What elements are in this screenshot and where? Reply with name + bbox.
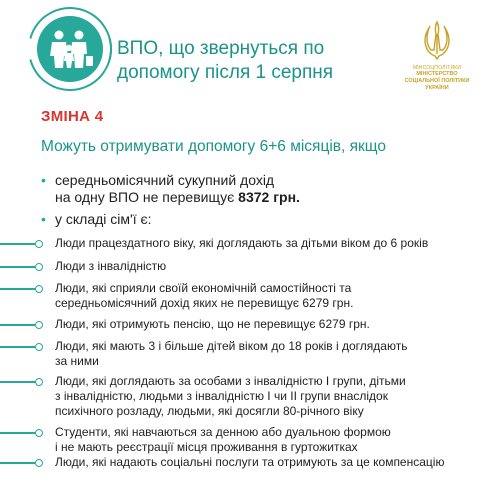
circle-marker-icon — [35, 378, 43, 386]
ministry-line-2: СОЦІАЛЬНОЇ ПОЛІТИКИ — [404, 78, 470, 84]
bullet-dot-icon: • — [41, 211, 46, 227]
bullet-family-text: у складі сім'ї є: — [55, 211, 152, 227]
connector-line — [0, 288, 35, 290]
emblem-caption: МІНСОЦПОЛІТИКИ — [412, 65, 462, 71]
title-line-1: ВПО, що звернуться по — [117, 38, 325, 59]
connector-line — [0, 324, 35, 326]
bullet-income-line-1: середньомісячний сукупний дохід — [55, 172, 275, 188]
list-item-text: Люди, які сприяли своїй економічній самостійності та — [55, 281, 352, 295]
ministry-line-1: МІНІСТЕРСТВО — [416, 71, 458, 77]
connector-line — [0, 462, 35, 464]
list-item-text: Люди, які надають соціальні послуги та отримують за це компенсацію — [55, 455, 445, 469]
circle-marker-icon — [35, 285, 43, 293]
trident-emblem-icon — [421, 20, 453, 60]
list-item-text: Студенти, які навчаються за денною або дуальною формою — [55, 425, 391, 439]
list-item-text: середньомісячний дохід яких не перевищує 6279 грн. — [55, 296, 354, 310]
connector-line — [0, 381, 35, 383]
connector-line — [0, 243, 35, 245]
list-item-text: і не мають реєстрації місця проживання в гуртожитках — [55, 440, 358, 454]
list-item-text: психічного розладу, людьми, які досягли 80-річного віку — [55, 404, 364, 418]
circle-marker-icon — [35, 240, 43, 248]
ministry-line-3: УКРАЇНИ — [425, 85, 449, 91]
circle-marker-icon — [35, 343, 43, 351]
circle-marker-icon — [35, 429, 43, 437]
bullet-income-line-2: на одну ВПО не перевищує — [55, 189, 239, 205]
connector-line — [0, 266, 35, 268]
circle-marker-icon — [35, 263, 43, 271]
title-line-2: допомогу після 1 серпня — [117, 62, 334, 83]
list-item-text: Люди з інвалідністю — [55, 259, 167, 273]
list-item-text: Люди, які доглядають за особами з інвалідністю І групи, дітьми — [55, 374, 406, 388]
connector-line — [0, 346, 35, 348]
list-item-text: з інвалідністю, людьми з інвалідністю І чи ІІ групи внаслідок — [55, 389, 388, 403]
list-item-text: за ними — [55, 354, 99, 368]
family-icon — [37, 16, 103, 82]
subtitle: Можуть отримувати допомогу 6+6 місяців, якщо — [41, 138, 386, 155]
change-label: ЗМІНА 4 — [41, 108, 104, 125]
list-item-text: Люди, які мають 3 і більше дітей віком до 18 років і доглядають — [55, 339, 408, 353]
bullet-dot-icon: • — [41, 172, 46, 188]
list-item-text: Люди працездатного віку, які доглядають за дітьми віком до 6 років — [55, 236, 429, 250]
list-item-text: Люди, які отримують пенсію, що не перевищує 6279 грн. — [55, 317, 370, 331]
page-title — [117, 37, 387, 85]
ministry-name — [397, 71, 477, 92]
circle-marker-icon — [35, 459, 43, 467]
connector-line — [0, 432, 35, 434]
income-amount: 8372 грн. — [238, 189, 300, 205]
circle-marker-icon — [35, 321, 43, 329]
